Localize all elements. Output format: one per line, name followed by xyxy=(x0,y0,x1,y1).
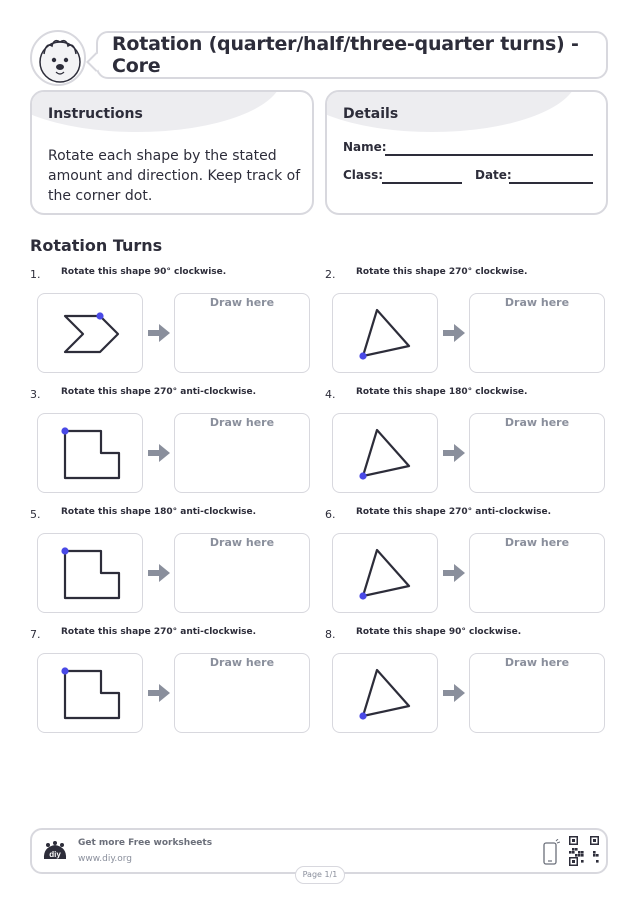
question-number: 8. xyxy=(325,628,336,641)
question-text: Rotate this shape 90° clockwise. xyxy=(61,267,227,277)
footer-promo: Get more Free worksheets xyxy=(78,838,213,848)
question-number: 5. xyxy=(30,508,41,521)
shape-box xyxy=(332,653,438,733)
section-title: Rotation Turns xyxy=(30,236,163,255)
mascot-icon xyxy=(32,32,86,86)
qr-code-icon xyxy=(568,835,600,867)
l-shape-shape xyxy=(38,414,144,494)
question-number: 1. xyxy=(30,268,41,281)
phone-icon xyxy=(542,839,560,867)
arrow-right-icon xyxy=(147,563,171,583)
draw-area[interactable] xyxy=(174,533,310,613)
shape-box xyxy=(332,533,438,613)
details-panel xyxy=(325,90,608,215)
question-text: Rotate this shape 180° anti-clockwise. xyxy=(61,507,257,517)
triangle-shape xyxy=(333,654,439,734)
title-banner xyxy=(96,31,608,79)
arrow-right-icon xyxy=(147,443,171,463)
draw-area[interactable] xyxy=(469,413,605,493)
question-number: 2. xyxy=(325,268,336,281)
draw-here-label: Draw here xyxy=(504,656,570,669)
question-text: Rotate this shape 270° anti-clockwise. xyxy=(61,387,257,397)
class-field[interactable] xyxy=(382,182,462,184)
draw-here-label: Draw here xyxy=(209,656,275,669)
draw-area[interactable] xyxy=(469,653,605,733)
date-label: Date: xyxy=(475,168,512,182)
shape-box xyxy=(37,293,143,373)
draw-here-label: Draw here xyxy=(209,536,275,549)
date-field[interactable] xyxy=(509,182,593,184)
l-shape-shape xyxy=(38,534,144,614)
shape-box xyxy=(37,653,143,733)
question-text: Rotate this shape 270° anti-clockwise. xyxy=(356,507,552,517)
l-shape-shape xyxy=(38,654,144,734)
shape-box xyxy=(37,533,143,613)
page-title: Rotation (quarter/half/three-quarter turns) - Core xyxy=(112,33,579,77)
triangle-shape xyxy=(333,294,439,374)
arrow-right-icon xyxy=(442,683,466,703)
question-number: 3. xyxy=(30,388,41,401)
instructions-heading: Instructions xyxy=(48,106,143,122)
page-indicator: Page 1/1 xyxy=(295,866,345,884)
question-number: 6. xyxy=(325,508,336,521)
draw-area[interactable] xyxy=(469,533,605,613)
triangle-shape xyxy=(333,534,439,614)
name-field[interactable] xyxy=(385,154,593,156)
arrow-right-icon xyxy=(442,323,466,343)
name-label: Name: xyxy=(343,140,387,154)
mascot-avatar xyxy=(30,30,86,86)
question-text: Rotate this shape 90° clockwise. xyxy=(356,627,522,637)
question-text: Rotate this shape 270° clockwise. xyxy=(356,267,528,277)
draw-here-label: Draw here xyxy=(504,416,570,429)
svg-text:diy: diy xyxy=(49,850,61,859)
shape-box xyxy=(332,413,438,493)
draw-area[interactable] xyxy=(174,413,310,493)
diy-logo-icon xyxy=(42,841,68,863)
arrow-right-icon xyxy=(442,443,466,463)
question-number: 4. xyxy=(325,388,336,401)
arrow-right-icon xyxy=(442,563,466,583)
question-text: Rotate this shape 270° anti-clockwise. xyxy=(61,627,257,637)
draw-here-label: Draw here xyxy=(209,296,275,309)
instructions-text: Rotate each shape by the stated amount and direction. Keep track of the corner dot. xyxy=(48,148,301,204)
details-heading: Details xyxy=(343,106,399,122)
draw-here-label: Draw here xyxy=(504,536,570,549)
shape-box xyxy=(332,293,438,373)
draw-here-label: Draw here xyxy=(209,416,275,429)
draw-area[interactable] xyxy=(469,293,605,373)
triangle-shape xyxy=(333,414,439,494)
class-label: Class: xyxy=(343,168,384,182)
chevron-shape xyxy=(38,294,144,374)
draw-here-label: Draw here xyxy=(504,296,570,309)
draw-area[interactable] xyxy=(174,293,310,373)
footer-url[interactable]: www.diy.org xyxy=(78,854,132,864)
question-number: 7. xyxy=(30,628,41,641)
arrow-right-icon xyxy=(147,323,171,343)
arrow-right-icon xyxy=(147,683,171,703)
draw-area[interactable] xyxy=(174,653,310,733)
question-text: Rotate this shape 180° clockwise. xyxy=(356,387,528,397)
instructions-panel xyxy=(30,90,314,215)
shape-box xyxy=(37,413,143,493)
